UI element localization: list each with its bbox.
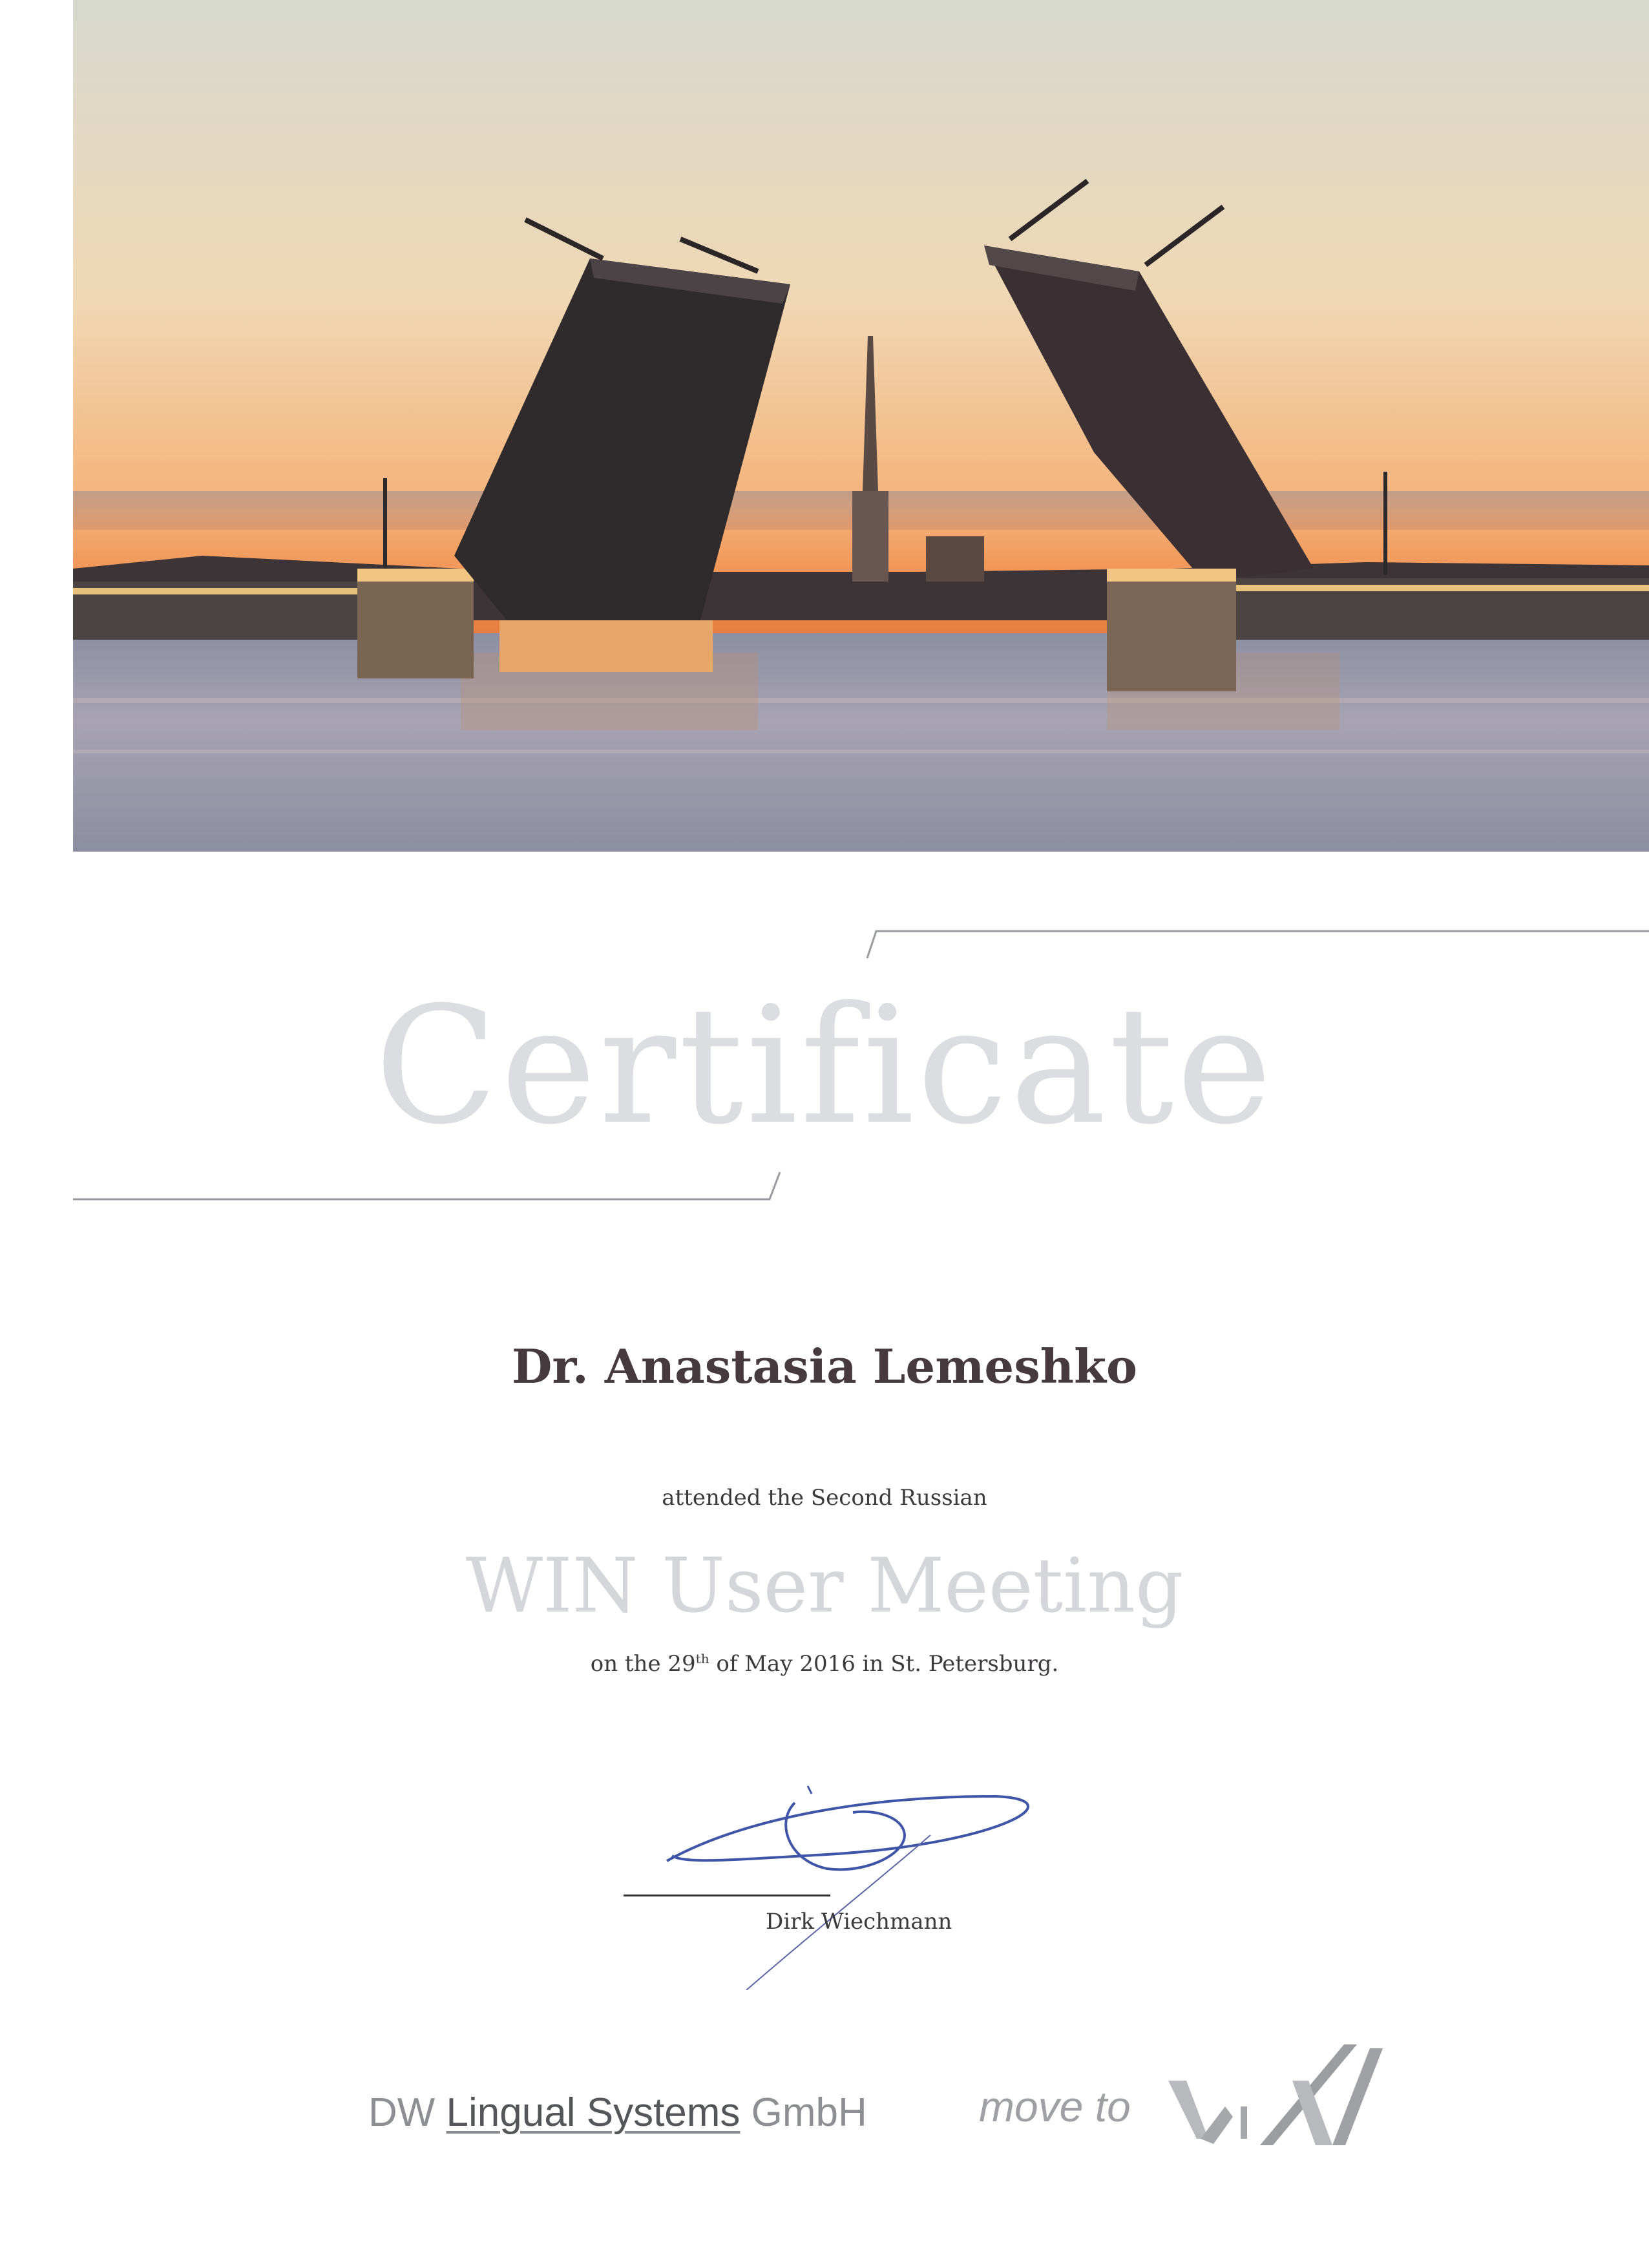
event-date-rest: of May 2016 in St. Petersburg.: [709, 1651, 1059, 1677]
event-date: [0, 1644, 1649, 1678]
signer-name: Dirk Wiechmann: [766, 1909, 952, 1935]
event-date-prefix: on the 29: [590, 1651, 696, 1677]
company-name-lingual: Lingual: [446, 2090, 576, 2135]
attended-text: attended the Second Russian: [662, 1485, 987, 1511]
event-date-ordinal: th: [695, 1651, 709, 1666]
top-decorative-rule: [866, 921, 1649, 960]
slogan-text: move to: [979, 2083, 1131, 2130]
win-logo-mark: [1163, 2035, 1383, 2152]
handwritten-signature: [659, 1783, 1060, 1990]
company-name-dw: DW: [368, 2090, 446, 2135]
company-name-gmbh: GmbH: [740, 2090, 867, 2135]
company-name: [368, 2087, 867, 2139]
company-name-systems: Systems: [575, 2090, 740, 2135]
event-title: WIN User Meeting: [465, 1542, 1184, 1630]
recipient-name: Dr. Anastasia Lemeshko: [511, 1339, 1138, 1394]
certificate-title: Certificate: [374, 972, 1275, 1160]
bottom-decorative-rule: [73, 1170, 784, 1208]
header-photo-bridge: [73, 0, 1649, 852]
signature-line: [624, 1895, 830, 1896]
